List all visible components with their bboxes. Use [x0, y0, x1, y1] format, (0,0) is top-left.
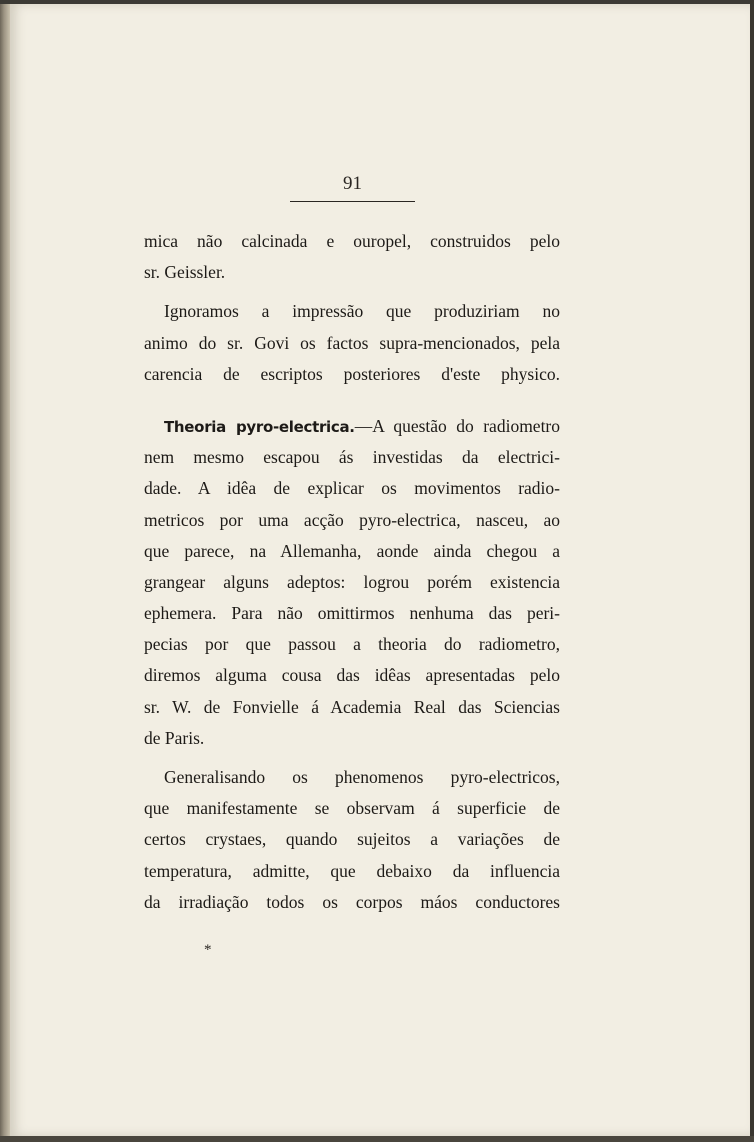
text-line: Generalisando os phenomenos pyro-electricos, [164, 767, 560, 787]
paragraph-1 [144, 226, 560, 288]
paragraph-2 [144, 296, 560, 390]
text-line: sr. Geissler. [144, 262, 226, 283]
section-heading: Theoria pyro-electrica. [164, 417, 355, 436]
text-line: metricos por uma acção pyro-electrica, nasceu, ao [144, 509, 560, 530]
section-gap [144, 390, 560, 411]
text-line: que manifestamente se observam á superficie de [144, 798, 560, 819]
text-line: dade. A idêa de explicar os movimentos radio- [144, 478, 560, 499]
signature-mark: * [204, 942, 212, 958]
text-line: certos crystaes, quando sujeitos a variações de [144, 829, 560, 850]
text-line: diremos alguma cousa das idêas apresentadas pelo [144, 665, 560, 686]
text-line: sr. W. de Fonvielle á Academia Real das Sciencias [144, 696, 560, 717]
text-line: temperatura, admitte, que debaixo da influencia [144, 860, 560, 881]
text-line [144, 411, 560, 442]
text-line: ephemera. Para não omittirmos nenhuma das peri- [144, 603, 560, 624]
text-line: carencia de escriptos posteriores d'este physico. [144, 363, 560, 384]
text-line: nem mesmo escapou ás investidas da electrici- [144, 447, 560, 468]
heading-continuation: —A questão do radiometro [354, 415, 561, 436]
text-line: grangear alguns adeptos: logrou porém existencia [144, 571, 560, 592]
body-text [144, 226, 560, 918]
paragraph-3 [144, 411, 560, 754]
text-line: animo do sr. Govi os factos supra-mencionados, pela [144, 332, 560, 353]
paragraph-4 [144, 762, 560, 918]
text-line: que parece, na Allemanha, aonde ainda chegou a [144, 540, 560, 561]
page-number: 91 [343, 173, 362, 194]
paragraph-gap [144, 288, 560, 296]
text-line: de Paris. [144, 727, 205, 748]
bottom-edge [0, 1136, 754, 1142]
page-number-rule [290, 201, 415, 202]
text-line: da irradiação todos os corpos máos conductores [144, 891, 560, 912]
text-line: Ignoramos a impressão que produziriam no [164, 301, 560, 322]
paragraph-gap [144, 754, 560, 762]
right-edge [750, 0, 754, 1142]
text-line: pecias por que passou a theoria do radiometro, [144, 634, 560, 655]
text-line: mica não calcinada e ouropel, construidos pelo [144, 231, 560, 251]
